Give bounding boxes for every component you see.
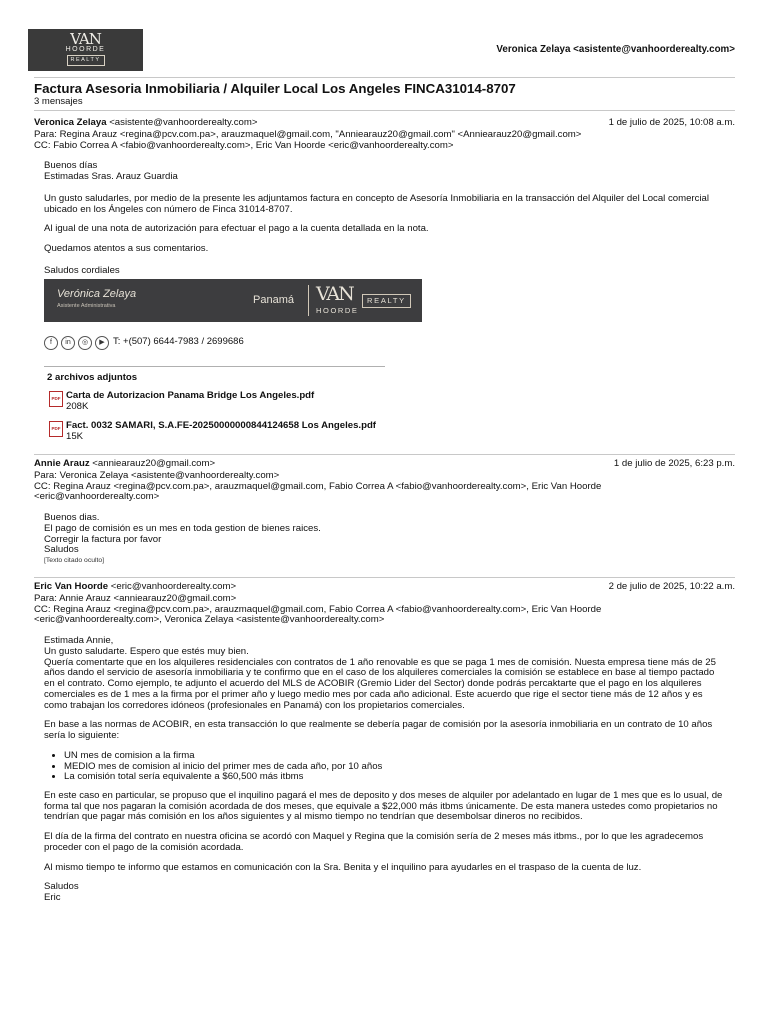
subject-divider <box>34 110 735 111</box>
message-header <box>34 118 735 130</box>
sign-off: Saludos <box>44 881 79 893</box>
body-paragraph: En este caso en particular, se propuso que el inquilino pagará el mes de deposito y dos meses de alquiler por adelantado en lugar de 1 mes que es lo usual, de forma tal que nos pagaran la comisión acordada de dos meses, que equivale a $22,000 más itbms únicamente. De esta manera ustedes como propietarios no tendrían que pagar más comisión en los años siguientes y al mismo tiempo no tendrían que desembolsar dineros no recibidos. <box>44 790 723 823</box>
logo-realty-text: REALTY <box>67 55 105 66</box>
pdf-file-icon: PDF <box>49 421 63 437</box>
body-line: Saludos <box>44 544 79 556</box>
attachment-size: 208K <box>66 401 89 413</box>
social-links <box>44 336 724 350</box>
attachment-size: 15K <box>66 430 84 442</box>
signature-role: Asistente Administrativa <box>57 302 116 309</box>
account-email: Veronica Zelaya <asistente@vanhoorderealty.com> <box>496 44 735 55</box>
body-line: Corregir la factura por favor <box>44 533 162 545</box>
company-logo <box>28 29 143 71</box>
body-line: Buenos dias. <box>44 512 100 524</box>
list-item: • La comisión total sería equivalente a $60,500 más itbms <box>64 772 724 783</box>
message-divider <box>34 577 735 578</box>
cc-recipients: CC: Regina Arauz <regina@pcv.com.pa>, arauzmaquel@gmail.com, Fabio Correa A <fabio@vanhoorderealty.com>, Eric Van Hoorde <eric@vanhoorderealty.com> <box>34 480 602 503</box>
list-item: • MEDIO mes de comision al inicio del primer mes de cada año, por 10 años <box>64 762 724 773</box>
signature-logo-hoorde: HOORDE <box>316 305 359 315</box>
sender-email[interactable]: <asistente@vanhoorderealty.com> <box>109 117 258 128</box>
sender-email[interactable]: <anniearauz20@gmail.com> <box>92 458 216 469</box>
pdf-file-icon: PDF <box>49 391 63 407</box>
to-recipients: Para: Veronica Zelaya <asistente@vanhoorderealty.com> <box>34 470 280 481</box>
to-recipients: Para: Annie Arauz <anniearauz20@gmail.com> <box>34 593 237 604</box>
message-divider <box>34 454 735 455</box>
message-3 <box>34 582 735 904</box>
sender-name: Eric Van Hoorde <box>34 581 109 592</box>
signature-divider <box>308 285 309 316</box>
message-date: 1 de julio de 2025, 10:08 a.m. <box>608 117 735 128</box>
sender-name: Annie Arauz <box>34 458 90 469</box>
youtube-icon[interactable]: ▶ <box>95 336 109 350</box>
body-paragraph: Un gusto saludarles, por medio de la presente les adjuntamos factura en concepto de Asesoría Inmobiliaria en la transacción del Alquiler del Local comercial ubicado en los Ángeles con número de Finca 31014-8707. <box>44 192 710 215</box>
body-line: Un gusto saludarte. Espero que estés muy bien. <box>44 645 249 657</box>
message-date: 1 de julio de 2025, 6:23 p.m. <box>613 458 735 469</box>
cc-recipients: CC: Regina Arauz <regina@pcv.com.pa>, arauzmaquel@gmail.com, Fabio Correa A <fabio@vanhoorderealty.com>, Eric Van Hoorde <eric@vanhoorderealty.com>, Veronica Zelaya <asistente@vanhoorderealty.com> <box>34 603 602 626</box>
logo-hoorde-text: HOORDE <box>65 46 106 53</box>
attachment-name[interactable]: Fact. 0032 SAMARI, S.A.FE-20250000000844124658 Los Angeles.pdf <box>66 419 376 431</box>
signature-banner <box>44 279 422 322</box>
signature-city: Panamá <box>253 293 294 306</box>
linkedin-icon[interactable]: in <box>61 336 75 350</box>
body-paragraph: Quedamos atentos a sus comentarios. <box>44 243 209 255</box>
header-divider <box>34 77 735 78</box>
signature-logo-van: VAN <box>316 282 353 305</box>
body-line: El pago de comisión es un mes en toda gestion de bienes raices. <box>44 522 321 534</box>
to-recipients: Para: Regina Arauz <regina@pcv.com.pa>, arauzmaquel@gmail.com, "Anniearauz20@gmail.com" <Anniearauz20@gmail.com> <box>34 129 582 140</box>
body-paragraph: Al mismo tiempo te informo que estamos en comunicación con la Sra. Benita y el inquilino para ayudarles en el traspaso de la cuenta de luz. <box>44 861 642 873</box>
greeting: Buenos días <box>44 160 98 172</box>
commission-list <box>44 751 724 783</box>
message-body <box>44 161 724 442</box>
message-body <box>44 636 724 904</box>
body-line: Estimada Annie, <box>44 635 114 647</box>
attachment-item[interactable] <box>49 421 724 442</box>
message-2 <box>34 459 735 565</box>
message-header <box>34 582 735 594</box>
facebook-icon[interactable]: f <box>44 336 58 350</box>
instagram-icon[interactable]: ◎ <box>78 336 92 350</box>
list-item: • UN mes de comision a la firma <box>64 751 724 762</box>
message-count: 3 mensajes <box>34 96 83 107</box>
attachments-title: 2 archivos adjuntos <box>47 371 138 383</box>
cc-recipients: CC: Fabio Correa A <fabio@vanhoorderealty.com>, Eric Van Hoorde <eric@vanhoorderealty.com> <box>34 139 454 151</box>
body-paragraph: Quería comentarte que en los alquileres residenciales con contratos de 1 año renovable es que se paga 1 mes de comisión. Nuesta empresa tiene más de 25 años dando el servicio de asesoría inmobiliaria y te confirmo que en el caso de los alquileres comerciales la comisión se establece en base al tiempo pactado en el contrato. Como ejemplo, te adjunto el acuerdo del MLS de ACOBIR (Gremio Lider del Sector) donde podrás percaktarte que el pago en los alquileres comerciales es de 1 mes a la firma por el primer año y luego medio mes por cada año adicional. Este acuerdo que rige el sector tiene más de 12 años y es como trabajan los corredores idóneos (profesionales en Panamá) con los propietarios comerciales. <box>44 656 716 711</box>
attachments-divider <box>44 366 385 367</box>
sender-email[interactable]: <eric@vanhoorderealty.com> <box>110 581 237 592</box>
body-paragraph: Al igual de una nota de autorización para efectuar el pago a la cuenta detallada en la nota. <box>44 223 429 235</box>
message-body <box>44 513 724 565</box>
signature-name: Verónica Zelaya <box>57 287 137 300</box>
attachment-name[interactable]: Carta de Autorizacion Panama Bridge Los Angeles.pdf <box>66 390 315 402</box>
body-paragraph: El día de la firma del contrato en nuestra oficina se acordó con Maquel y Regina que la comisión sería de 2 meses más itbms., por lo que les agradecemos proceder con el pago de la comisión acordada. <box>44 831 704 853</box>
thread-subject: Factura Asesoria Inmobiliaria / Alquiler Local Los Angeles FINCA31014-8707 <box>34 81 516 96</box>
attachment-item[interactable] <box>49 391 724 412</box>
body-paragraph: En base a las normas de ACOBIR, en esta transacción lo que realmente se debería pagar de comisión por la asesoría inmobiliaria en un contrato de 10 años sería lo siguiente: <box>44 719 713 742</box>
sender-name: Veronica Zelaya <box>34 117 107 128</box>
sign-off-name: Eric <box>44 892 61 904</box>
salutation: Estimadas Sras. Arauz Guardia <box>44 171 178 183</box>
message-1 <box>34 118 735 442</box>
quoted-text-toggle[interactable]: [Texto citado oculto] <box>44 557 105 565</box>
message-date: 2 de julio de 2025, 10:22 a.m. <box>608 581 735 592</box>
message-header <box>34 459 735 471</box>
signature-logo-realty: REALTY <box>362 294 411 308</box>
closing: Saludos cordiales <box>44 264 120 276</box>
signature-phone: T: +(507) 6644-7983 / 2699686 <box>113 336 244 348</box>
logo-van-text: VAN <box>70 30 101 48</box>
